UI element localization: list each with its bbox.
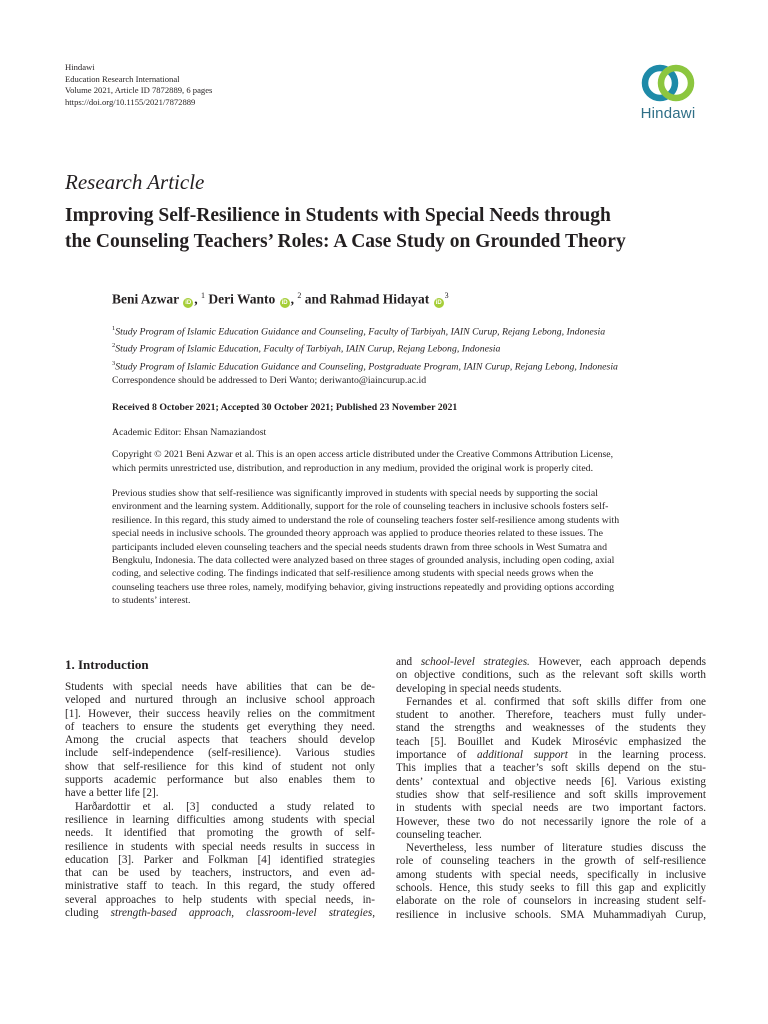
author-name[interactable]: Beni Azwar	[112, 291, 179, 307]
affiliation-number: 3	[112, 359, 116, 367]
body-line: studies show that self-resilience and soft skills improvement	[396, 788, 706, 801]
author-name[interactable]: Deri Wanto	[208, 291, 276, 307]
body-line: However, these two do not necessarily ignore the role of a	[396, 815, 706, 828]
body-line: resilience in students with special needs results in success in	[65, 840, 375, 853]
body-line	[396, 656, 706, 669]
body-line: Fernandes et al. confirmed that soft skills differ from one	[406, 695, 706, 708]
volume-line: Volume 2021, Article ID 7872889, 6 pages	[65, 85, 213, 96]
body-line: Harðardottir et al. [3] conducted a study related to	[75, 800, 375, 813]
journal-header	[65, 62, 212, 108]
body-line: stand the strengths and weaknesses of the students they	[396, 722, 706, 735]
title-line: the Counseling Teachers’ Roles: A Case Study on Grounded Theory	[65, 231, 626, 252]
body-column-left	[65, 656, 375, 920]
author-affil-ref: 3	[444, 291, 449, 300]
doi-link[interactable]: https://doi.org/10.1155/2021/7872889	[65, 96, 196, 107]
abstract-line: Bengkulu, Indonesia. The data collected were analyzed based on three stages of grounded analysis, including open coding, axial	[112, 555, 615, 567]
copyright-line: which permits unrestricted use, distribution, and reproduction in any medium, provided the original work is properly cited.	[112, 462, 594, 474]
academic-editor: Academic Editor: Ehsan Namaziandost	[112, 427, 267, 438]
abstract-line: to students’ interest.	[112, 595, 191, 607]
body-line	[65, 907, 375, 920]
abstract-line: special needs in inclusive schools. The grounded theory approach was applied to produce theories related to these issues. The	[112, 528, 603, 540]
body-line: education [3]. Parker and Folkman [4] identified strategies	[65, 853, 375, 866]
body-line	[396, 749, 706, 762]
body-line: ministrative staff to teach. In this regard, the study offered	[65, 880, 375, 893]
body-line: in students with special needs are two important factors.	[396, 802, 706, 815]
affiliation	[112, 357, 618, 374]
orcid-icon[interactable]: iD	[281, 299, 288, 306]
body-line: have a better life [2].	[65, 787, 159, 800]
emphasized-text: strength-based approach, classroom-level strategies,	[110, 907, 375, 920]
affiliations	[112, 322, 618, 374]
abstract-line: counseling teachers use three roles, namely, modifying behavior, giving instructions repeatedly and providing options according	[112, 581, 615, 593]
hindawi-logo	[628, 62, 708, 122]
body-line: student to another. Therefore, teachers must fully under-	[396, 709, 706, 722]
body-line: resilience in learning difficulties among students with special	[65, 813, 375, 826]
body-line: veloped and nurtured through an inclusive school approach	[65, 694, 375, 707]
body-line: role of counseling teachers in the growth of self-resilience	[396, 855, 706, 868]
body-line: elaborate on the role of counselors in increasing student self-	[396, 895, 706, 908]
abstract-line: resilience. In this regard, this study aimed to understand the role of counseling teachers foster self-resilience among students with	[112, 514, 620, 526]
affiliation	[112, 339, 618, 356]
abstract-line: coding, and selective coding. The findings indicated that self-resilience among students with special needs grows when the	[112, 568, 594, 580]
affiliation-text: Study Program of Islamic Education, Faculty of Tarbiyah, IAIN Curup, Rejang Lebong, Indonesia	[115, 343, 501, 355]
correspondence: Correspondence should be addressed to Deri Wanto; deriwanto@iaincurup.ac.id	[112, 375, 427, 386]
body-line: schools. Hence, this study seeks to fill this gap and explicitly	[396, 882, 706, 895]
abstract-line: participants included eleven counseling teachers and the special needs students drawn from three schools in West Sumatra and	[112, 541, 607, 553]
body-line: Among the crucial aspects that teachers should develop	[65, 734, 375, 747]
affiliation-number: 1	[112, 325, 116, 332]
body-line: that can be used by teachers, instructors, and even ad-	[65, 867, 375, 880]
abstract-line: Previous studies show that self-resilience was significantly improved in students with special needs by supporting the social	[112, 488, 598, 499]
body-line: of teachers to ensure the students get everything they need.	[65, 720, 375, 733]
abstract	[112, 487, 704, 608]
body-text: cluding	[65, 907, 111, 920]
orcid-icon[interactable]: iD	[435, 299, 442, 306]
body-line: developing in special needs students.	[396, 682, 562, 695]
body-column-right	[396, 656, 706, 922]
author-affil-ref: 2	[297, 291, 302, 300]
title-line: Improving Self-Resilience in Students with Special Needs through	[65, 205, 611, 226]
copyright-line: Copyright © 2021 Beni Azwar et al. This is an open access article distributed under the Creative Commons Attribution License,	[112, 449, 614, 460]
affiliation	[112, 322, 618, 339]
author-name[interactable]: and Rahmad Hidayat	[304, 291, 430, 307]
body-line: resilience in inclusive schools. SMA Muhammadiyah Curup,	[396, 908, 706, 921]
body-line: supports academic performance but also enables them to	[65, 774, 375, 787]
interlocking-rings-icon	[637, 62, 699, 104]
body-line: teach [5]. Bouillet and Kudek Mirosévic emphasized the	[396, 735, 706, 748]
affiliation-text: Study Program of Islamic Education Guidance and Counseling, Postgraduate Program, IAIN Curup, Rejang Lebong, Indonesia	[115, 360, 618, 372]
journal-name: Education Research International	[65, 73, 180, 84]
article-title	[65, 203, 725, 255]
body-line: This implies that a teacher’s soft skills depend on the stu-	[396, 762, 706, 775]
body-line: counseling teacher.	[396, 828, 482, 841]
publication-dates: Received 8 October 2021; Accepted 30 October 2021; Published 23 November 2021	[112, 402, 458, 413]
body-text: importance of	[396, 749, 478, 762]
body-line: [1]. However, their success heavily relies on the commitment	[65, 707, 375, 720]
orcid-icon[interactable]: iD	[185, 299, 192, 306]
body-text: and	[396, 656, 421, 668]
body-line: Nevertheless, less number of literature studies discuss the	[406, 842, 706, 855]
body-line: several approaches to help students with special needs, in-	[65, 893, 375, 906]
article-type: Research Article	[65, 170, 205, 194]
author-list	[112, 291, 449, 308]
author-separator: ,	[194, 291, 201, 307]
body-line: among students with special needs, specifically in inclusive	[396, 868, 706, 881]
emphasized-text: additional support	[477, 749, 568, 762]
body-line: include self-independence (self-resilience). Various studies	[65, 747, 375, 760]
section-heading: 1. Introduction	[65, 657, 149, 672]
author-affil-ref: 1	[201, 291, 205, 300]
emphasized-text: school-level strategies.	[420, 656, 530, 668]
publisher-name: Hindawi	[65, 62, 95, 72]
abstract-line: environment and the learning system. Additionally, support for the role of counseling teachers in inclusive schools fosters self-	[112, 501, 609, 513]
body-line: dents’ contextual and objective needs [6]. Various existing	[396, 775, 706, 788]
copyright-notice	[112, 448, 613, 475]
logo-wordmark: Hindawi	[640, 105, 696, 122]
body-text: in the learning process.	[567, 749, 706, 762]
affiliation-number: 2	[112, 342, 116, 350]
body-line: needs. It identified that promoting the growth of self-	[65, 827, 375, 840]
body-text: However, each approach depends	[529, 656, 706, 668]
body-line: Students with special needs have abilities that can be de-	[65, 681, 375, 693]
body-line: on objective conditions, such as the relevant soft skills worth	[396, 669, 706, 682]
body-line: show that self-resilience for this kind of student not only	[65, 760, 375, 773]
affiliation-text: Study Program of Islamic Education Guidance and Counseling, Faculty of Tarbiyah, IAIN Curup, Rejang Lebong, Indonesia	[115, 326, 606, 338]
author-separator: ,	[290, 291, 298, 307]
